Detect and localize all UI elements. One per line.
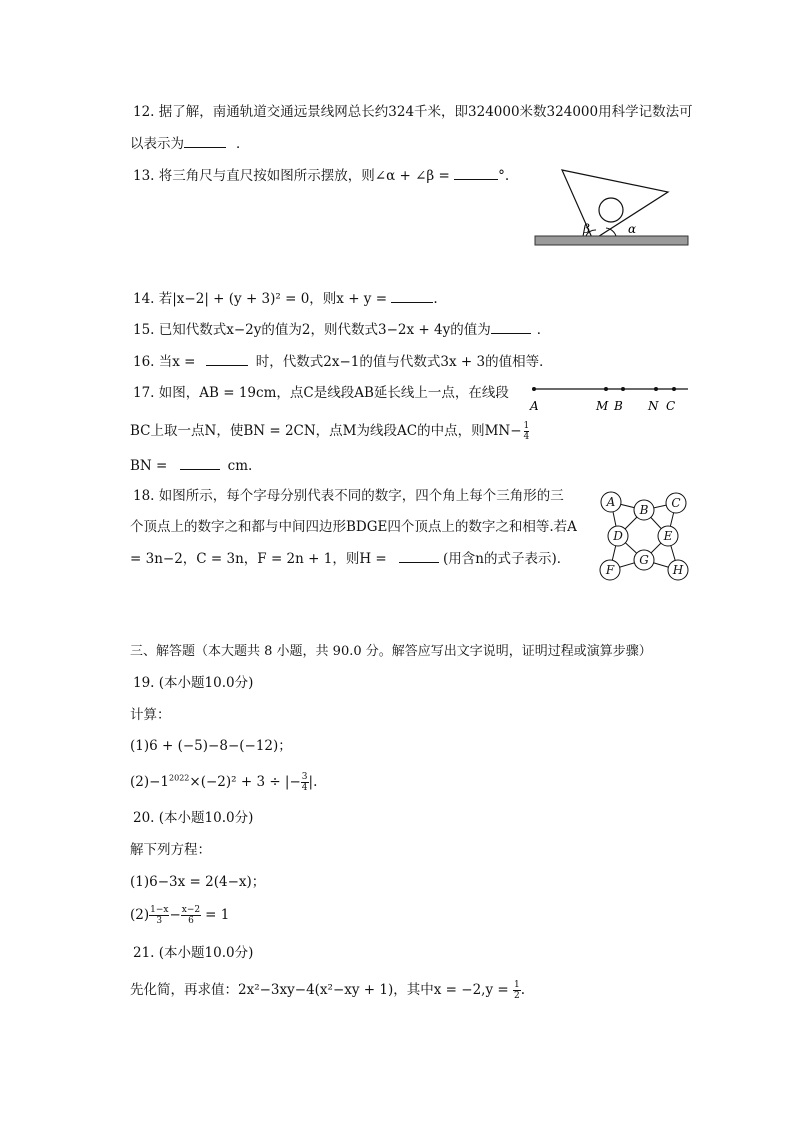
alpha-label: α (628, 222, 637, 236)
fraction-numerator: 1−x (150, 905, 169, 915)
q18-line3-text: = 3n−2，C = 3n，F = 2n + 1，则H = (130, 551, 391, 567)
fraction-denominator: 6 (188, 916, 194, 926)
answer-blank[interactable] (391, 292, 433, 303)
point-b (621, 387, 625, 391)
answer-blank[interactable] (454, 169, 498, 180)
q20-part2 (130, 905, 229, 926)
beta-label: β (583, 222, 590, 236)
q15-text: 15. 已知代数式x−2y的值为2，则代数式3−2x + 4y的值为 (133, 322, 491, 338)
q20-fraction-2 (181, 905, 201, 926)
q21-head: 21. (本小题10.0分) (133, 945, 254, 961)
node-h-label: H (672, 563, 684, 577)
q19-head: 19. (本小题10.0分) (133, 675, 254, 691)
q20-p2-a: (2) (130, 907, 150, 923)
fraction-numerator: x−2 (181, 905, 201, 915)
fraction-denominator: 3 (156, 916, 163, 926)
q13-text: 13. 将三角尺与直尺按如图所示摆放，则∠α + ∠β = (133, 168, 455, 184)
label-m: M (596, 399, 609, 413)
q12-period: ． (236, 136, 250, 152)
section-title: 三、解答题（本大题共 8 小题，共 90.0 分。解答应写出文字说明，证明过程或演算步骤） (130, 644, 652, 659)
q12-line2 (130, 137, 250, 152)
q19-p2-a: (2)−1 (130, 774, 170, 790)
answer-blank[interactable] (184, 137, 226, 148)
q18-line2: 个顶点上的数字之和都与中间四边形BDGE四个顶点上的数字之和相等.若A (130, 519, 577, 535)
ruler-shape (535, 236, 688, 245)
q19-p2-c: |. (308, 774, 318, 790)
segment-figure (528, 380, 692, 416)
q21-fraction (513, 980, 521, 1001)
q20-part1: (1)6−3x = 2(4−x)； (130, 874, 266, 890)
q19-intro: 计算： (130, 707, 171, 723)
q21-body (130, 980, 525, 1001)
q17-line3 (130, 459, 252, 474)
q20-fraction-1 (149, 905, 169, 926)
q16-text-b: 时，代数式2x−1的值与代数式3x + 3的值相等． (255, 354, 553, 370)
label-a: A (530, 399, 539, 413)
q15-tail: ． (536, 322, 551, 338)
fraction-denominator: 2 (513, 991, 520, 1001)
fraction-numerator: 1 (513, 980, 520, 990)
q14-tail: . (433, 291, 438, 307)
node-e-label: E (663, 529, 673, 543)
letter-network-figure (596, 488, 696, 584)
node-g-label: G (639, 553, 649, 567)
node-d-label: D (613, 529, 623, 543)
answer-blank[interactable] (180, 459, 220, 470)
q16-text-a: 16. 当x = (133, 354, 200, 370)
answer-blank[interactable] (206, 355, 248, 366)
triangle-ruler-figure (528, 162, 694, 254)
q18-line3 (130, 552, 570, 567)
fraction-denominator: 4 (301, 783, 308, 793)
triangle-ruler-shape (562, 170, 668, 240)
q17-unit: cm. (227, 458, 253, 474)
q20-p2-b: = 1 (205, 907, 230, 923)
q12-line2-text: 以表示为 (130, 136, 184, 152)
triangle-hole (599, 198, 623, 222)
label-b: B (614, 399, 623, 413)
q20-head: 20. (本小题10.0分) (133, 810, 254, 826)
fraction-numerator: 1 (523, 421, 530, 431)
q16-question (133, 355, 553, 370)
node-b-label: B (639, 503, 649, 517)
answer-blank[interactable] (399, 552, 439, 563)
q19-part1: (1)6 + (−5)−8−(−12)； (130, 738, 292, 754)
q19-fraction (301, 772, 309, 793)
q17-line2-text: BC上取一点N，使BN = 2CN，点M为线段AC的中点，则MN− (130, 423, 522, 439)
q17-line2 (130, 421, 529, 442)
q21-text: 先化简，再求值：2x²−3xy−4(x²−xy + 1)，其中x = −2,y = (130, 982, 513, 998)
node-c-label: C (671, 496, 681, 510)
q17-line1: 17. 如图，AB = 19cm，点C是线段AB延长线上一点，在线段 (133, 385, 509, 401)
q13-question (133, 169, 509, 184)
q21-tail: . (520, 982, 526, 998)
q19-p2-b: ×(−2)² + 3 ÷ |− (189, 774, 301, 790)
fraction-denominator: 4 (523, 432, 530, 442)
point-c (672, 387, 676, 391)
label-n: N (648, 399, 659, 413)
point-m (604, 387, 608, 391)
q13-tail: °. (498, 168, 510, 184)
point-n (654, 387, 658, 391)
q14-question (133, 292, 438, 307)
q17-line3-text: BN = (130, 458, 172, 474)
q20-minus: − (169, 907, 181, 923)
answer-blank[interactable] (491, 323, 531, 334)
node-a-label: A (606, 495, 616, 509)
q15-question (133, 323, 550, 338)
q19-part2 (130, 772, 317, 793)
q19-exponent: 2022 (169, 773, 190, 783)
point-a (532, 387, 536, 391)
q17-fraction (524, 421, 530, 442)
alpha-arc (606, 228, 616, 236)
q12-line1: 12. 据了解，南通轨道交通远景线网总长约324千米，即324000米数324000用科学记数法可 (133, 104, 693, 120)
q18-line1: 18. 如图所示，每个字母分别代表不同的数字，四个角上每个三角形的三 (133, 488, 564, 504)
node-f-label: F (605, 563, 615, 577)
q14-text: 14. 若|x−2| + (y + 3)² = 0，则x + y = (133, 291, 392, 307)
q20-intro: 解下列方程： (130, 842, 211, 858)
fraction-numerator: 3 (301, 772, 308, 782)
q18-line3-tail: (用含n的式子表示)． (443, 551, 571, 567)
label-c: C (666, 399, 676, 413)
